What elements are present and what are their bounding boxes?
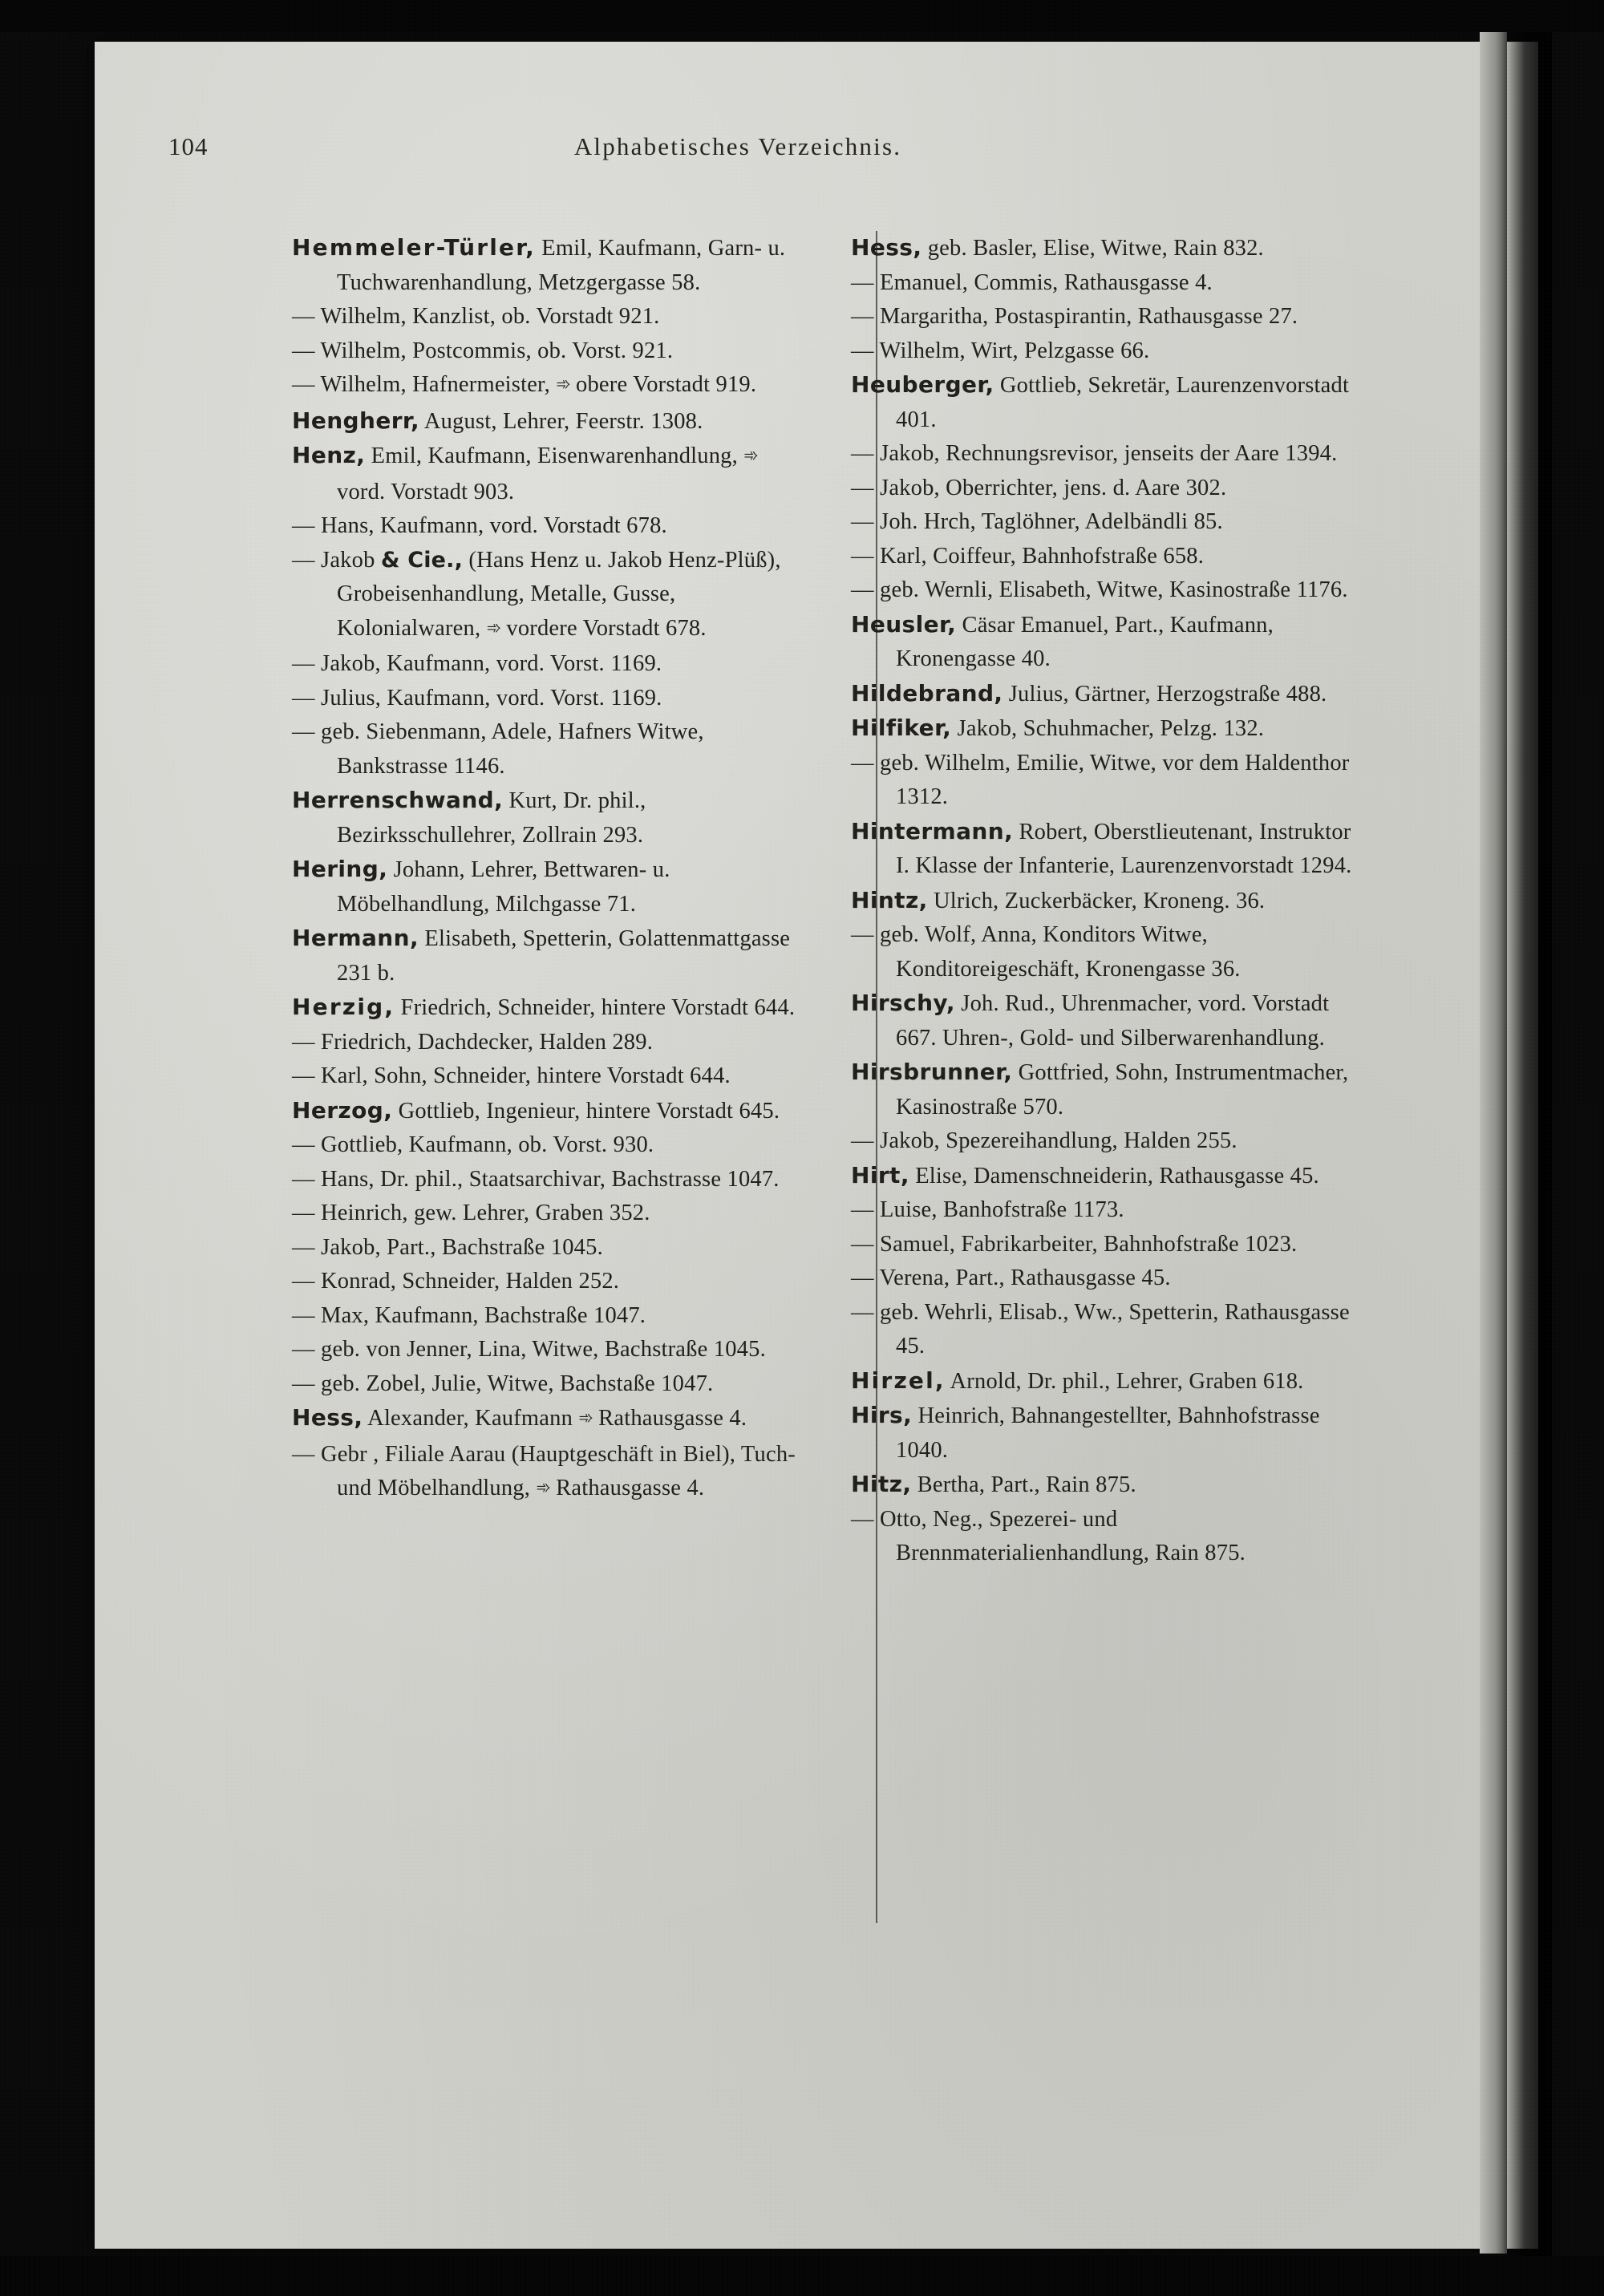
- entry-continuation-dash: —: [292, 513, 315, 538]
- entry-text: Gottfried, Sohn, Instrumentmacher, Kasinostraße 570.: [896, 1060, 1349, 1120]
- entry-continuation-dash: —: [292, 1441, 315, 1467]
- entry-headword: Hintz,: [851, 886, 928, 913]
- directory-entry: [851, 884, 1367, 919]
- entry-continuation-dash: —: [851, 269, 874, 295]
- entry-continuation-dash: —: [292, 1166, 315, 1192]
- running-title: Alphabetisches Verzeichnis.: [573, 132, 902, 160]
- entry-continuation-dash: —: [292, 304, 315, 329]
- entry-continuation-dash: —: [851, 441, 874, 466]
- entry-text: geb. Wehrli, Elisab., Ww., Spetterin, Rathausgasse 45.: [873, 1299, 1350, 1359]
- directory-entry: [292, 334, 808, 369]
- entry-text: geb. Wilhelm, Emilie, Witwe, vor dem Haldenthor 1312.: [873, 750, 1350, 809]
- entry-headword: Hemmeler-Türler,: [292, 234, 536, 261]
- entry-headword: Hirt,: [851, 1161, 909, 1188]
- page-header: [168, 132, 1307, 164]
- entry-continuation-dash: —: [292, 547, 315, 573]
- directory-entry: [292, 682, 808, 716]
- directory-entry: [851, 1193, 1367, 1228]
- directory-entry: [292, 1265, 808, 1299]
- entry-text: Margaritha, Postaspirantin, Rathausgasse 27.: [873, 304, 1298, 329]
- entry-headword: Hess,: [851, 234, 922, 261]
- entry-text: Verena, Part., Rathausgasse 45.: [873, 1265, 1171, 1290]
- directory-entry: [292, 1438, 808, 1508]
- entry-continuation-dash: —: [851, 577, 874, 602]
- directory-entry: [292, 1094, 808, 1129]
- entry-continuation-dash: —: [292, 338, 315, 363]
- entry-text: Wilhelm, Kanzlist, ob. Vorstadt 921.: [314, 304, 660, 329]
- directory-entry: [292, 1026, 808, 1060]
- directory-entry: [292, 509, 808, 544]
- entry-headword: Hengherr,: [292, 407, 420, 434]
- entry-text: Friedrich, Dachdecker, Halden 289.: [314, 1029, 654, 1055]
- entry-headword: Herzog,: [292, 1096, 393, 1124]
- directory-entry: [851, 472, 1367, 506]
- directory-entry: [851, 1468, 1367, 1503]
- pointing-hand-icon: ➾: [578, 1408, 593, 1428]
- entry-text: Ulrich, Zuckerbäcker, Kroneng. 36.: [927, 888, 1266, 913]
- binding-shadow: [1502, 0, 1552, 2296]
- entry-text: geb. Siebenmann, Adele, Hafners Witwe, Bankstrasse 1146.: [314, 719, 704, 779]
- directory-entry: [292, 1401, 808, 1438]
- scan-bottom-bar: [0, 2256, 1604, 2296]
- entry-text: geb. Wernli, Elisabeth, Witwe, Kasinostraße 1176.: [873, 577, 1348, 602]
- entry-continuation-dash: —: [851, 750, 874, 775]
- directory-entry: [851, 266, 1367, 301]
- entry-text: Elisabeth, Spetterin, Golattenmattgasse 231 b.: [337, 926, 791, 986]
- directory-entry: [292, 404, 808, 439]
- directory-entry: [851, 334, 1367, 369]
- entry-text: Jakob, Spezereihandlung, Halden 255.: [873, 1128, 1237, 1153]
- entry-text: Jakob, Oberrichter, jens. d. Aare 302.: [873, 475, 1227, 500]
- directory-entry: [851, 677, 1367, 712]
- entry-continuation-dash: —: [851, 922, 874, 947]
- entry-headword: Henz,: [292, 442, 366, 468]
- entry-text: Luise, Banhofstraße 1173.: [873, 1197, 1124, 1222]
- entry-text: Emil, Kaufmann, Garn- u. Tuchwarenhandlung, Metzgergasse 58.: [337, 236, 786, 295]
- directory-entry: [292, 990, 808, 1026]
- directory-entry: [292, 544, 808, 648]
- directory-entry: [851, 540, 1367, 574]
- entry-text: Heinrich, gew. Lehrer, Graben 352.: [314, 1201, 650, 1225]
- entry-headword: Hermann,: [292, 925, 419, 951]
- entry-headword: Hering,: [292, 856, 388, 882]
- entry-text: Friedrich, Schneider, hintere Vorstadt 644.: [395, 995, 796, 1020]
- entry-headword: Heusler,: [851, 610, 957, 638]
- entry-text: geb. von Jenner, Lina, Witwe, Bachstraße 1045.: [314, 1337, 766, 1362]
- entry-text: Hans, Kaufmann, vord. Vorstadt 678.: [314, 513, 667, 538]
- entry-text: Heinrich, Bahnangestellter, Bahnhofstrasse 1040.: [896, 1403, 1320, 1463]
- directory-entry: [292, 1128, 808, 1163]
- directory-entry: [851, 505, 1367, 540]
- entry-text: Max, Kaufmann, Bachstraße 1047.: [314, 1302, 646, 1328]
- entry-continuation-dash: —: [292, 651, 315, 676]
- directory-entry: [851, 1159, 1367, 1194]
- directory-entry: [292, 715, 808, 784]
- entry-text: Karl, Coiffeur, Bahnhofstraße 658.: [873, 543, 1205, 569]
- directory-entry: [292, 1163, 808, 1197]
- pointing-hand-icon: ➾: [556, 375, 570, 395]
- entry-continuation-dash: —: [292, 1302, 315, 1328]
- entry-headword: Hess,: [292, 1404, 363, 1431]
- directory-entry: [851, 1261, 1367, 1296]
- directory-entry: [292, 647, 808, 682]
- scan-top-bar: [0, 0, 1604, 32]
- entry-text: Otto, Neg., Spezerei- und Brennmaterialienhandlung, Rain 875.: [873, 1506, 1246, 1565]
- entry-text: Kurt, Dr. phil., Bezirksschullehrer, Zollrain 293.: [337, 788, 646, 848]
- directory-entry: [851, 437, 1367, 472]
- directory-entry: [292, 1059, 808, 1094]
- directory-entry: [851, 1228, 1367, 1262]
- entry-text: Gottlieb, Kaufmann, ob. Vorst. 930.: [314, 1132, 654, 1157]
- entry-headword: Hintermann,: [851, 817, 1014, 844]
- entry-text: Hans, Dr. phil., Staatsarchivar, Bachstrasse 1047.: [314, 1166, 780, 1192]
- entry-headword: Hirzel,: [851, 1367, 946, 1394]
- entry-continuation-dash: —: [851, 1197, 874, 1222]
- entry-text: Emil, Kaufmann, Eisenwarenhandlung, ➾ vord. Vorstadt 903.: [337, 443, 758, 504]
- entry-text: Julius, Kaufmann, vord. Vorst. 1169.: [314, 685, 662, 711]
- directory-entry: [292, 1231, 808, 1265]
- column-right: [819, 231, 1367, 1571]
- directory-entry: [851, 231, 1367, 266]
- entry-continuation-dash: —: [292, 1029, 315, 1055]
- directory-entry: [851, 1124, 1367, 1159]
- entry-text: Gottlieb, Sekretär, Laurenzenvorstadt 401.: [896, 373, 1350, 432]
- entry-text: Konrad, Schneider, Halden 252.: [314, 1269, 620, 1294]
- entry-headword: Hirsbrunner,: [851, 1059, 1013, 1085]
- entry-headword: Heuberger,: [851, 371, 994, 398]
- entry-text: Jakob, Rechnungsrevisor, jenseits der Aare 1394.: [873, 441, 1338, 466]
- pointing-hand-icon: ➾: [486, 618, 501, 638]
- pointing-hand-icon: ➾: [743, 446, 758, 466]
- directory-entry: [851, 1296, 1367, 1364]
- directory-entry: [851, 1055, 1367, 1124]
- entry-text: Elise, Damenschneiderin, Rathausgasse 45.: [909, 1163, 1319, 1188]
- entry-continuation-dash: —: [851, 543, 874, 569]
- entry-text: Arnold, Dr. phil., Lehrer, Graben 618.: [945, 1368, 1304, 1394]
- entry-headword: Herzig,: [292, 994, 395, 1020]
- directory-entry: [292, 1367, 808, 1402]
- entry-continuation-dash: —: [851, 1231, 874, 1257]
- directory-entry: [292, 1333, 808, 1367]
- entry-headword: Hirs,: [851, 1402, 913, 1428]
- directory-entry: [292, 300, 808, 334]
- entry-text: Wilhelm, Hafnermeister, ➾ obere Vorstadt 919.: [314, 372, 757, 397]
- entry-continuation-dash: —: [292, 1132, 315, 1157]
- entry-continuation-dash: —: [851, 475, 874, 500]
- entry-text: Julius, Gärtner, Herzogstraße 488.: [1003, 681, 1327, 707]
- directory-entry: [292, 921, 808, 990]
- entry-continuation-dash: —: [292, 685, 315, 711]
- directory-entry: [292, 1197, 808, 1231]
- entry-text: Cäsar Emanuel, Part., Kaufmann, Kronengasse 40.: [896, 612, 1274, 671]
- directory-entry: [292, 231, 808, 300]
- directory-entry: [851, 711, 1367, 747]
- entry-continuation-dash: —: [851, 1299, 874, 1325]
- directory-entry: [851, 300, 1367, 334]
- entry-text: Jakob & Cie., (Hans Henz u. Jakob Henz-Plüß), Grobeisenhandlung, Metalle, Gusse, Kolonialwaren, ➾ vordere Vorstadt 678.: [314, 547, 781, 641]
- entry-continuation-dash: —: [292, 1234, 315, 1260]
- directory-entry: [851, 368, 1367, 437]
- directory-entry: [851, 608, 1367, 677]
- directory-entry: [292, 852, 808, 921]
- entry-headword: Herrenschwand,: [292, 787, 504, 813]
- entry-text: Samuel, Fabrikarbeiter, Bahnhofstraße 1023.: [873, 1231, 1298, 1257]
- entry-continuation-dash: —: [851, 509, 874, 534]
- directory-entry: [851, 1503, 1367, 1571]
- entry-text: Joh. Hrch, Taglöhner, Adelbändli 85.: [873, 509, 1223, 534]
- entry-continuation-dash: —: [851, 338, 874, 363]
- entry-text: Jakob, Schuhmacher, Pelzg. 132.: [951, 716, 1265, 741]
- entry-continuation-dash: —: [851, 1506, 874, 1532]
- directory-columns: [292, 231, 1367, 1571]
- entry-continuation-dash: —: [292, 1371, 315, 1396]
- page-number: 104: [168, 132, 209, 160]
- directory-entry: [292, 784, 808, 852]
- entry-continuation-dash: —: [292, 719, 315, 744]
- directory-entry: [851, 1399, 1367, 1468]
- directory-entry: [851, 1364, 1367, 1399]
- entry-text: Jakob, Part., Bachstraße 1045.: [314, 1234, 603, 1260]
- entry-text: Emanuel, Commis, Rathausgasse 4.: [873, 269, 1213, 295]
- directory-entry: [292, 368, 808, 404]
- entry-text: geb. Wolf, Anna, Konditors Witwe, Konditoreigeschäft, Kronengasse 36.: [873, 922, 1241, 982]
- directory-entry: [851, 815, 1367, 884]
- column-left: [292, 231, 819, 1571]
- entry-text: Johann, Lehrer, Bettwaren- u. Möbelhandlung, Milchgasse 71.: [337, 857, 670, 917]
- directory-entry: [851, 747, 1367, 815]
- entry-text: Robert, Oberstlieutenant, Instruktor I. Klasse der Infanterie, Laurenzenvorstadt 1294.: [896, 819, 1352, 878]
- entry-text: Bertha, Part., Rain 875.: [911, 1472, 1136, 1497]
- entry-text: geb. Zobel, Julie, Witwe, Bachstaße 1047.: [314, 1371, 714, 1396]
- entry-text: Wilhelm, Wirt, Pelzgasse 66.: [873, 338, 1150, 363]
- directory-entry: [292, 1299, 808, 1334]
- entry-text: Gottlieb, Ingenieur, hintere Vorstadt 645.: [392, 1098, 780, 1124]
- entry-text: Karl, Sohn, Schneider, hintere Vorstadt 644.: [314, 1063, 731, 1088]
- entry-text: Wilhelm, Postcommis, ob. Vorst. 921.: [314, 338, 674, 363]
- entry-text: geb. Basler, Elise, Witwe, Rain 832.: [921, 236, 1264, 261]
- directory-entry: [851, 918, 1367, 986]
- entry-text: Alexander, Kaufmann ➾ Rathausgasse 4.: [363, 1406, 747, 1431]
- entry-headword: Hitz,: [851, 1471, 912, 1497]
- entry-continuation-dash: —: [851, 1128, 874, 1153]
- directory-entry: [851, 573, 1367, 608]
- directory-entry: [292, 439, 808, 509]
- entry-text: Jakob, Kaufmann, vord. Vorst. 1169.: [314, 651, 662, 676]
- entry-continuation-dash: —: [292, 1337, 315, 1362]
- entry-text: Joh. Rud., Uhrenmacher, vord. Vorstadt 667. Uhren-, Gold- und Silberwarenhandlung.: [896, 991, 1330, 1051]
- entry-headword: Hildebrand,: [851, 679, 1003, 707]
- entry-headword: Hirschy,: [851, 990, 955, 1016]
- entry-continuation-dash: —: [292, 1269, 315, 1294]
- entry-continuation-dash: —: [851, 304, 874, 329]
- entry-continuation-dash: —: [292, 372, 315, 397]
- directory-entry: [851, 986, 1367, 1055]
- entry-text: August, Lehrer, Feerstr. 1308.: [419, 408, 703, 434]
- entry-text: Gebr , Filiale Aarau (Hauptgeschäft in Biel), Tuch- und Möbelhandlung, ➾ Rathausgasse 4.: [314, 1441, 796, 1500]
- entry-bold-run: & Cie.,: [380, 547, 464, 573]
- entry-continuation-dash: —: [292, 1063, 315, 1088]
- entry-continuation-dash: —: [292, 1201, 315, 1225]
- entry-headword: Hilfiker,: [851, 715, 952, 741]
- entry-continuation-dash: —: [851, 1265, 874, 1290]
- pointing-hand-icon: ➾: [536, 1478, 550, 1498]
